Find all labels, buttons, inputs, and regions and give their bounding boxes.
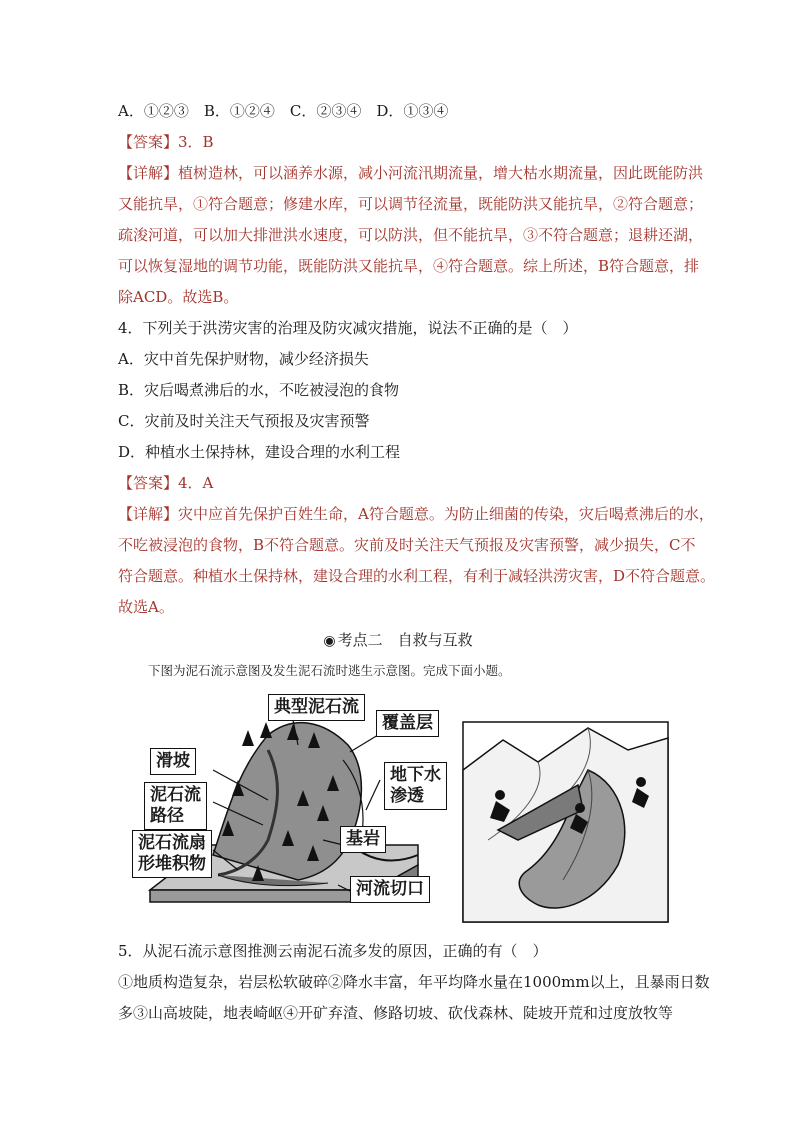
label-debris-path: 泥石流 路径 <box>144 782 207 830</box>
q4-detail-line: 不吃被浸泡的食物，B不符合题意。灾前及时关注天气预报及灾害预警，减少损失，C不 <box>118 536 696 554</box>
label-typical-debris-flow: 典型泥石流 <box>268 694 365 721</box>
q3-detail-line: 疏浚河道，可以加大排泄洪水速度，可以防洪，但不能抗旱，③不符合题意；退耕还湖， <box>118 226 704 244</box>
q4-detail-line: 符合题意。种植水土保持林，建设合理的水利工程，有利于减轻洪涝灾害，D不符合题意。 <box>118 567 716 585</box>
q4-option-a: A．灾中首先保护财物，减少经济损失 <box>118 350 369 368</box>
answer-value: 3．B <box>178 133 214 151</box>
q3-options: A．①②③ B．①②④ C．②③④ D．①③④ <box>118 102 449 120</box>
q4-option-c: C．灾前及时关注天气预报及灾害预警 <box>118 412 370 430</box>
document-page <box>118 96 716 1029</box>
detail-tag: 【详解】 <box>118 505 179 523</box>
answer-tag: 【答案】 <box>118 474 179 492</box>
q4-detail-line: 故选A。 <box>118 598 174 616</box>
q3-detail-line: 又能抗旱，①符合题意；修建水库，可以调节径流量，既能防洪又能抗旱，②符合题意； <box>118 195 704 213</box>
label-groundwater: 地下水 渗透 <box>384 762 447 810</box>
q3-detail-line: 除ACD。故选B。 <box>118 288 239 306</box>
q5-line: 多③山高坡陡，地表崎岖④开矿弃渣、修路切坡、砍伐森林、陡坡开荒和过度放牧等 <box>118 1004 674 1022</box>
q3-answer <box>118 127 678 158</box>
answer-value: 4．A <box>178 474 214 492</box>
label-fan-deposit: 泥石流扇 形堆积物 <box>132 830 212 878</box>
answer-tag: 【答案】 <box>118 133 179 151</box>
detail-tag: 【详解】 <box>118 164 179 182</box>
q4-detail-line: 【详解】灾中应首先保护百姓生命，A符合题意。为防止细菌的传染，灾后喝煮沸后的水， <box>118 505 714 523</box>
q4-option-b: B．灾后喝煮沸后的水，不吃被浸泡的食物 <box>118 381 400 399</box>
q3-detail-line: 可以恢复湿地的调节功能，既能防洪又能抗旱，④符合题意。综上所述，B符合题意，排 <box>118 257 700 275</box>
debris-flow-figure <box>118 690 678 930</box>
label-cover-layer: 覆盖层 <box>376 710 439 737</box>
q5-stem: 5．从泥石流示意图推测云南泥石流多发的原因，正确的有（ ） <box>118 942 548 960</box>
q4-option-d: D．种植水土保持林，建设合理的水利工程 <box>118 443 401 461</box>
q4-stem: 4．下列关于洪涝灾害的治理及防灾减灾措施，说法不正确的是（ ） <box>118 319 578 337</box>
escape-diagram <box>463 722 668 922</box>
bullseye-icon: ◉ <box>323 633 336 649</box>
section-heading <box>118 625 678 656</box>
label-bedrock: 基岩 <box>340 826 386 853</box>
q4-answer <box>118 468 678 499</box>
q5-line: ①地质构造复杂，岩层松软破碎②降水丰富，年平均降水量在1000mm以上，且暴雨日数 <box>118 973 710 991</box>
label-river-cut: 河流切口 <box>350 876 430 903</box>
label-landslide: 滑坡 <box>150 748 196 775</box>
figure-intro: 下图为泥石流示意图及发生泥石流时逃生示意图。完成下面小题。 <box>148 663 511 678</box>
q3-detail-line: 【详解】植树造林，可以涵养水源，减小河流汛期流量，增大枯水期流量，因此既能防洪 <box>118 164 704 182</box>
section-title: 考点二 自救与互救 <box>337 631 473 649</box>
